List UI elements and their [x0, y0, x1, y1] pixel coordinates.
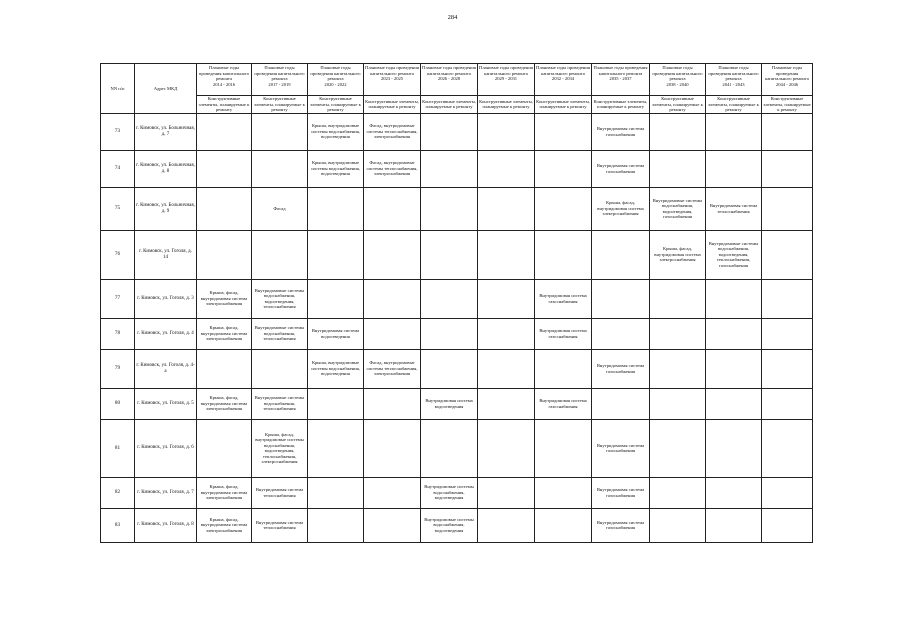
address-header: Адрес МКД	[135, 64, 197, 114]
table-row	[101, 508, 813, 542]
address-cell: г. Кимовск, ул. Гоголя, д. 8	[135, 508, 197, 542]
address-cell: г. Кимовск, ул. Больничная, д. 8	[135, 150, 197, 187]
repair-elements-cell	[650, 113, 706, 150]
repair-elements-cell	[197, 419, 252, 477]
elements-header: Конструктивные элементы, планируемые к ремонту	[308, 96, 364, 114]
repair-elements-cell	[364, 388, 421, 419]
repair-elements-cell	[762, 508, 813, 542]
repair-elements-cell: Фасад, внутридомовые системы теплоснабжения, электроснабжения	[364, 113, 421, 150]
repair-elements-cell	[650, 150, 706, 187]
repair-elements-cell	[535, 508, 592, 542]
repair-elements-cell	[197, 187, 252, 230]
repair-elements-cell	[535, 349, 592, 388]
repair-elements-cell	[535, 419, 592, 477]
table-row	[101, 113, 813, 150]
address-cell: г. Кимовск, ул. Гоголя, д. 7	[135, 477, 197, 508]
elements-header: Конструктивные элементы, планируемые к ремонту	[592, 96, 650, 114]
repair-elements-cell	[706, 150, 762, 187]
elements-header: Конструктивные элементы, планируемые к ремонту	[763, 96, 811, 112]
period-header: Плановые годы проведения капитального ремонта 2035 - 2037	[592, 64, 650, 96]
period-header: Плановые годы проведения капитального ремонта 2041 - 2043	[706, 64, 762, 96]
repair-elements-cell	[252, 230, 308, 279]
repair-elements-cell	[478, 477, 535, 508]
repair-elements-cell	[308, 508, 364, 542]
repair-elements-cell	[535, 113, 592, 150]
repair-elements-cell	[478, 508, 535, 542]
repair-elements-cell	[706, 349, 762, 388]
repair-elements-cell	[421, 349, 478, 388]
repair-elements-cell	[308, 419, 364, 477]
repair-elements-cell: Крыша, фасад, внутридомовая система электроснабжения	[197, 318, 252, 349]
repair-elements-cell	[762, 477, 813, 508]
repair-elements-cell	[592, 279, 650, 318]
repair-elements-cell	[364, 230, 421, 279]
elements-header: Конструктивные элементы, планируемые к ремонту	[478, 96, 535, 114]
repair-elements-cell	[706, 477, 762, 508]
repair-elements-cell: Внутридомовая система газоснабжения	[592, 477, 650, 508]
repair-elements-cell: Фасад	[252, 187, 308, 230]
period-header: Плановые годы проведения капитального ремонта 2020 - 2022	[308, 64, 364, 96]
table-row	[101, 318, 813, 349]
repair-elements-cell	[762, 113, 813, 150]
repair-elements-cell: Крыша, фасад, внутридомовые системы водоснабжения, водоотведения, теплоснабжения, электроснабжения	[252, 419, 308, 477]
repair-elements-cell	[535, 477, 592, 508]
repair-elements-cell	[364, 279, 421, 318]
repair-elements-cell: Крыша, фасад, внутридомовая система электроснабжения	[592, 187, 650, 230]
page-number: 284	[447, 14, 458, 21]
row-number: 76	[101, 230, 135, 279]
repair-elements-cell	[706, 279, 762, 318]
repair-elements-cell	[308, 388, 364, 419]
repair-elements-cell	[650, 349, 706, 388]
repair-elements-cell: Внутридомовая система водоотведения	[421, 388, 478, 419]
address-cell: г. Кимовск, ул. Гоголя, д. 4	[135, 318, 197, 349]
repair-elements-cell	[762, 318, 813, 349]
table-row	[101, 349, 813, 388]
repair-elements-cell	[706, 388, 762, 419]
repair-elements-cell	[650, 279, 706, 318]
table-row	[101, 230, 813, 279]
repair-elements-cell	[308, 477, 364, 508]
elements-header: Конструктивные элементы, планируемые к ремонту	[535, 96, 592, 114]
table-row	[101, 187, 813, 230]
row-number: 80	[101, 388, 135, 419]
row-number: 77	[101, 279, 135, 318]
repair-elements-cell: Крыша, фасад, внутридомовая система электроснабжения	[650, 230, 706, 279]
repair-elements-cell: Крыша, фасад, внутридомовая система электроснабжения	[197, 508, 252, 542]
row-number: 73	[101, 113, 135, 150]
repair-elements-cell	[252, 349, 308, 388]
repair-elements-cell	[650, 508, 706, 542]
repair-elements-cell	[421, 113, 478, 150]
repair-elements-cell	[478, 318, 535, 349]
table-row	[101, 150, 813, 187]
repair-elements-cell	[421, 150, 478, 187]
repair-elements-cell: Фасад, внутридомовые системы теплоснабжения, электроснабжения	[364, 349, 421, 388]
repair-elements-cell: Внутридомовые системы водоснабжения, теплоснабжения	[252, 318, 308, 349]
repair-elements-cell	[421, 230, 478, 279]
row-number: 75	[101, 187, 135, 230]
repair-elements-cell	[308, 230, 364, 279]
table-row	[101, 477, 813, 508]
repair-elements-cell	[421, 419, 478, 477]
repair-elements-cell: Внутридомовая система газоснабжения	[535, 279, 592, 318]
header-row-elements	[101, 96, 813, 114]
repair-elements-cell: Крыша, внутридомовые системы водоснабжения, водоотведения	[308, 349, 364, 388]
repair-elements-cell	[478, 150, 535, 187]
repair-elements-cell	[650, 318, 706, 349]
repair-elements-cell: Внутридомовые системы водоснабжения, водоотведения, газоснабжения	[650, 187, 706, 230]
repair-elements-cell	[650, 388, 706, 419]
address-cell: г. Кимовск, ул. Больничная, д. 9	[135, 187, 197, 230]
repair-elements-cell	[535, 187, 592, 230]
repair-elements-cell	[478, 388, 535, 419]
row-number: 78	[101, 318, 135, 349]
repair-elements-cell	[197, 349, 252, 388]
elements-header: Конструктивные элементы, планируемые к ремонту	[197, 96, 252, 114]
table-body	[101, 113, 813, 542]
row-number: 74	[101, 150, 135, 187]
repair-elements-cell	[197, 150, 252, 187]
repair-elements-cell: Внутридомовая система газоснабжения	[592, 419, 650, 477]
elements-header: Конструктивные элементы, планируемые к ремонту	[650, 96, 706, 114]
repair-elements-cell: Внутридомовые системы водоснабжения, водоотведения	[421, 477, 478, 508]
repair-elements-cell	[478, 187, 535, 230]
repair-elements-cell	[762, 349, 813, 388]
repair-elements-cell	[762, 230, 813, 279]
repair-elements-cell: Крыша, внутридомовые системы водоснабжения, водоотведения	[308, 150, 364, 187]
repair-elements-cell	[197, 230, 252, 279]
repair-elements-cell: Внутридомовые системы водоснабжения, водоотведения, теплоснабжения	[252, 279, 308, 318]
repair-elements-cell	[762, 150, 813, 187]
capital-repair-plan-table	[100, 63, 813, 543]
repair-elements-cell: Внутридомовая система теплоснабжения	[252, 508, 308, 542]
repair-elements-cell	[364, 477, 421, 508]
repair-elements-cell: Внутридомовая система водоотведения	[308, 318, 364, 349]
period-header: Плановые годы проведения капитального ремонта 2014 - 2016	[197, 64, 252, 96]
elements-header: Конструктивные элементы, планируемые к ремонту	[252, 96, 308, 114]
repair-elements-cell	[592, 230, 650, 279]
address-cell: г. Кимовск, ул. Гоголя, д. 3	[135, 279, 197, 318]
repair-elements-cell: Внутридомовая система газоснабжения	[592, 349, 650, 388]
repair-elements-cell	[706, 419, 762, 477]
period-header: Плановые годы проведения капитального ремонта 2029 - 2031	[478, 64, 535, 96]
table-row	[101, 388, 813, 419]
repair-elements-cell	[592, 388, 650, 419]
repair-elements-cell: Внутридомовая система теплоснабжения	[252, 477, 308, 508]
repair-elements-cell	[478, 113, 535, 150]
repair-elements-cell	[706, 508, 762, 542]
elements-header: Конструктивные элементы, планируемые к ремонту	[421, 96, 478, 114]
row-number: 83	[101, 508, 135, 542]
table-row	[101, 419, 813, 477]
repair-elements-cell: Фасад, внутридомовые системы теплоснабжения, электроснабжения	[364, 150, 421, 187]
repair-elements-cell: Внутридомовая система теплоснабжения	[706, 187, 762, 230]
period-header: Плановые годы проведения капитального ремонта 2032 - 2034	[535, 64, 592, 96]
period-header: Плановые годы проведения капитального ремонта 2044 - 2046	[762, 64, 813, 96]
repair-elements-cell	[592, 318, 650, 349]
repair-elements-cell	[762, 419, 813, 477]
address-cell: г. Кимовск, ул. Гоголя, д. 6	[135, 419, 197, 477]
repair-elements-cell	[478, 349, 535, 388]
repair-elements-cell: Внутридомовые системы водоснабжения, теплоснабжения	[252, 388, 308, 419]
period-header: Плановые годы проведения капитального ремонта 2023 - 2025	[364, 64, 421, 96]
row-number: 81	[101, 419, 135, 477]
repair-elements-cell	[421, 318, 478, 349]
repair-elements-cell	[478, 230, 535, 279]
repair-elements-cell: Внутридомовые системы водоснабжения, водоотведения, теплоснабжения, газоснабжения	[706, 230, 762, 279]
repair-elements-cell	[421, 187, 478, 230]
repair-elements-cell: Крыша, фасад, внутридомовая система электроснабжения	[197, 477, 252, 508]
table-row	[101, 279, 813, 318]
address-cell: г. Кимовск, ул. Гоголя, д. 14	[135, 230, 197, 279]
repair-elements-cell	[364, 419, 421, 477]
address-cell: г. Кимовск, ул. Гоголя, д. 5	[135, 388, 197, 419]
repair-elements-cell	[252, 150, 308, 187]
repair-elements-cell: Крыша, внутридомовые системы водоснабжения, водоотведения	[308, 113, 364, 150]
repair-elements-cell	[762, 187, 813, 230]
repair-elements-cell	[650, 477, 706, 508]
repair-elements-cell	[535, 230, 592, 279]
repair-elements-cell: Внутридомовая система газоснабжения	[592, 113, 650, 150]
repair-elements-cell	[308, 187, 364, 230]
repair-elements-cell	[364, 508, 421, 542]
repair-elements-cell	[364, 187, 421, 230]
repair-elements-cell: Внутридомовая система газоснабжения	[592, 508, 650, 542]
nn-header: NN п/п	[101, 64, 135, 114]
repair-elements-cell: Крыша, фасад, внутридомовая система электроснабжения	[197, 388, 252, 419]
repair-elements-cell: Внутридомовая система газоснабжения	[535, 388, 592, 419]
repair-elements-cell	[762, 279, 813, 318]
repair-elements-cell	[364, 318, 421, 349]
period-header: Плановые годы проведения капитального ремонта 2017 - 2019	[252, 64, 308, 96]
repair-elements-cell	[762, 388, 813, 419]
elements-header: Конструктивные элементы, планируемые к ремонту	[706, 96, 762, 114]
row-number: 82	[101, 477, 135, 508]
repair-elements-cell	[706, 318, 762, 349]
address-cell: г. Кимовск, ул. Больничная, д. 7	[135, 113, 197, 150]
repair-elements-cell: Внутридомовая система газоснабжения	[535, 318, 592, 349]
repair-elements-cell	[197, 113, 252, 150]
row-number: 79	[101, 349, 135, 388]
repair-elements-cell	[478, 279, 535, 318]
repair-elements-cell	[421, 279, 478, 318]
repair-elements-cell: Внутридомовые системы водоснабжения, водоотведения	[421, 508, 478, 542]
period-header: Плановые годы проведения капитального ремонта 2026 - 2028	[421, 64, 478, 96]
repair-elements-cell	[535, 150, 592, 187]
address-cell: г. Кимовск, ул. Гоголя, д. 4-а	[135, 349, 197, 388]
repair-elements-cell	[650, 419, 706, 477]
repair-elements-cell	[308, 279, 364, 318]
elements-header: Конструктивные элементы, планируемые к ремонту	[364, 96, 421, 114]
repair-elements-cell	[478, 419, 535, 477]
repair-elements-cell: Внутридомовая система газоснабжения	[592, 150, 650, 187]
repair-elements-cell	[252, 113, 308, 150]
period-header: Плановые годы проведения капитального ремонта 2038 - 2040	[650, 64, 706, 96]
repair-elements-cell	[706, 113, 762, 150]
header-row-periods	[101, 64, 813, 96]
repair-elements-cell: Крыша, фасад, внутридомовая система электроснабжения	[197, 279, 252, 318]
